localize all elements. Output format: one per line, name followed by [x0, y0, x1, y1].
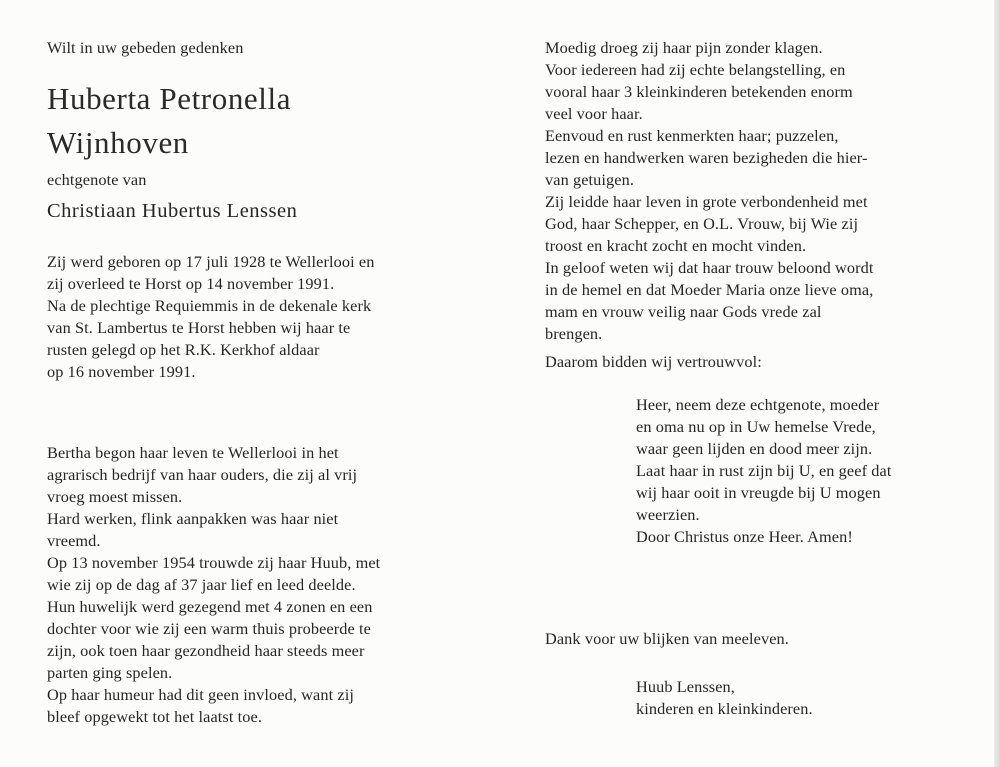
life-line: dochter voor wie zij een warm thuis probeerde te: [47, 619, 371, 638]
signature-line: Huub Lenssen,: [636, 677, 735, 696]
bio-line: van St. Lambertus te Horst hebben wij haar te: [47, 318, 351, 337]
text-line: In geloof weten wij dat haar trouw beloond wordt: [545, 258, 874, 277]
life-line: Hun huwelijk werd gezegend met 4 zonen en een: [47, 597, 373, 616]
text-line: God, haar Schepper, en O.L. Vrouw, bij Wie zij: [545, 214, 859, 233]
life-line: Bertha begon haar leven te Wellerlooi in het: [47, 443, 339, 462]
text-line: troost en kracht zocht en mocht vinden.: [545, 236, 807, 255]
life-line: vroeg moest missen.: [47, 487, 183, 506]
spouse-name: Christiaan Hubertus Lenssen: [47, 200, 298, 222]
prayer-line: weerzien.: [636, 505, 700, 524]
life-line: bleef opgewekt tot het laatst toe.: [47, 707, 262, 726]
life-line: zijn, ook toen haar gezondheid haar steeds meer: [47, 641, 365, 660]
prayer-line: waar geen lijden en dood meer zijn.: [636, 439, 873, 458]
life-line: Hard werken, flink aanpakken was haar niet: [47, 509, 339, 528]
prayer-line: Door Christus onze Heer. Amen!: [636, 527, 853, 546]
intro-text: Wilt in uw gebeden gedenken: [47, 38, 244, 57]
text-line: mam en vrouw veilig naar Gods vrede zal: [545, 302, 822, 321]
deceased-name-line-2: Wijnhoven: [47, 125, 189, 160]
life-line: Op haar humeur had dit geen invloed, want zij: [47, 685, 354, 704]
prayer-line: Heer, neem deze echtgenote, moeder: [636, 395, 880, 414]
bio-line: op 16 november 1991.: [47, 362, 196, 381]
text-line: Eenvoud en rust kenmerkten haar; puzzelen,: [545, 126, 839, 145]
text-line: brengen.: [545, 324, 603, 343]
life-line: parten ging spelen.: [47, 663, 173, 682]
text-line: in de hemel en dat Moeder Maria onze lieve oma,: [545, 280, 874, 299]
bio-line: zij overleed te Horst op 14 november 1991.: [47, 274, 335, 293]
text-line: vooral haar 3 kleinkinderen betekenden enorm: [545, 82, 853, 101]
prayer-line: wij haar ooit in vreugde bij U mogen: [636, 483, 881, 502]
prayer-line: en oma nu op in Uw hemelse Vrede,: [636, 417, 876, 436]
signature-line: kinderen en kleinkinderen.: [636, 699, 813, 718]
deceased-name-line-1: Huberta Petronella: [47, 81, 292, 116]
life-line: wie zij op de dag af 37 jaar lief en leed deelde.: [47, 575, 356, 594]
text-line: Voor iedereen had zij echte belangstelling, en: [545, 60, 846, 79]
life-line: vreemd.: [47, 531, 101, 550]
card-edge: [994, 0, 1000, 767]
thanks-text: Dank voor uw blijken van meeleven.: [545, 629, 789, 648]
text-line: lezen en handwerken waren bezigheden die hier-: [545, 148, 868, 167]
life-line: Op 13 november 1954 trouwde zij haar Huub, met: [47, 553, 381, 572]
text-line: veel voor haar.: [545, 104, 643, 123]
text-line: van getuigen.: [545, 170, 635, 189]
bio-line: Na de plechtige Requiemmis in de dekenale kerk: [47, 296, 372, 315]
text-line: Zij leidde haar leven in grote verbondenheid met: [545, 192, 868, 211]
text-line: Moedig droeg zij haar pijn zonder klagen.: [545, 38, 823, 57]
bio-line: Zij werd geboren op 17 juli 1928 te Wellerlooi en: [47, 252, 375, 271]
bio-line: rusten gelegd op het R.K. Kerkhof aldaar: [47, 340, 320, 359]
prayer-line: Laat haar in rust zijn bij U, en geef dat: [636, 461, 892, 480]
spouse-label: echtgenote van: [47, 170, 147, 189]
prayer-intro: Daarom bidden wij vertrouwvol:: [545, 352, 762, 371]
life-line: agrarisch bedrijf van haar ouders, die zij al vrij: [47, 465, 358, 484]
